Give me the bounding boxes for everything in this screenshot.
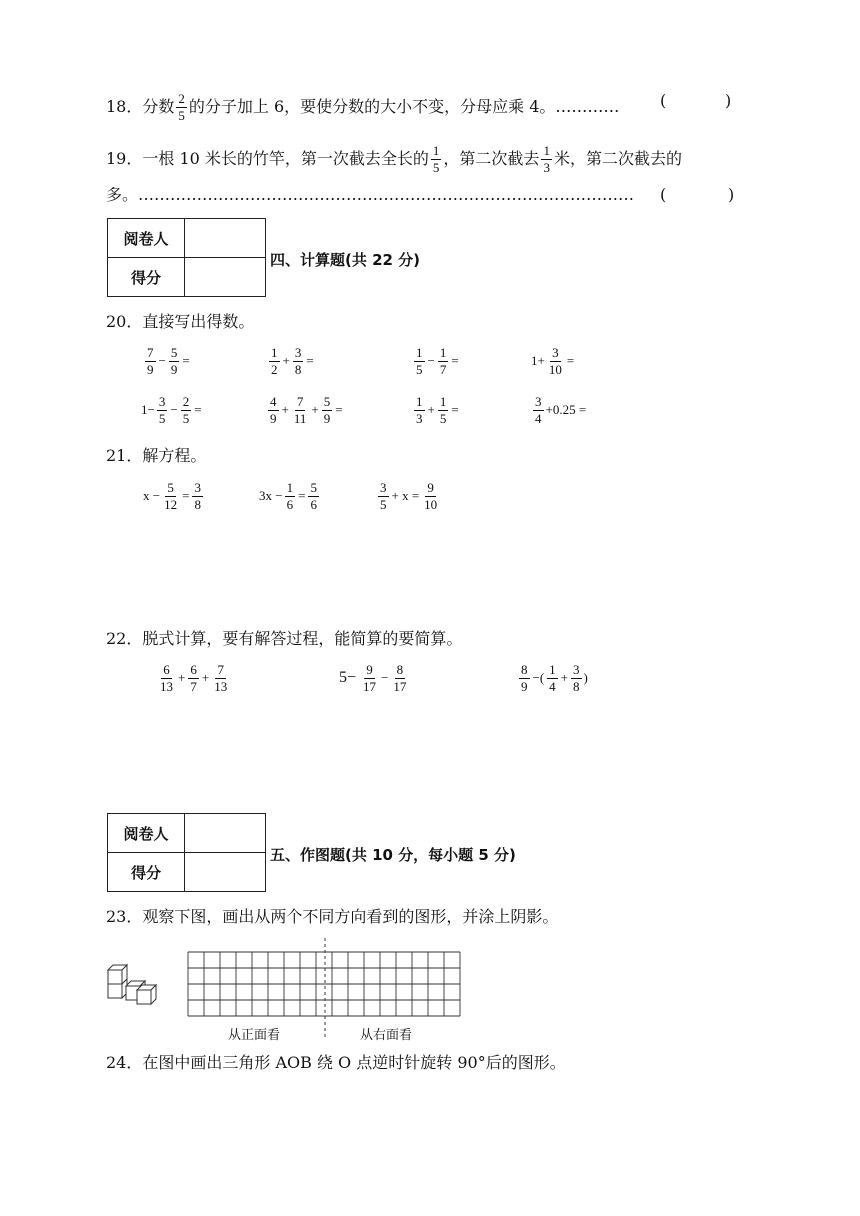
q20-expr-6: $\frac{4}{9}$ + $\frac{7}{11}$ + $\frac{5}{9}$ = — [270, 394, 343, 426]
q20-expr-7: $\frac{1}{3}$ + $\frac{1}{5}$ = — [416, 394, 459, 426]
q21-equation-3: $\frac{3}{5}$ + x = $\frac{9}{10}$ — [380, 480, 438, 512]
section4-score-box — [107, 218, 266, 297]
grid-label-front: 从正面看 — [228, 1028, 281, 1043]
q19-fraction-2: $\frac{1}{3}$ — [543, 143, 550, 175]
reviewer-field[interactable] — [185, 219, 266, 258]
score-field[interactable] — [185, 853, 266, 892]
q18-paren-open: ( — [660, 91, 667, 110]
q22-expr-1: $\frac{6}{13}$ + $\frac{6}{7}$ + $\frac{7}{13}$ — [160, 662, 228, 694]
q19-paren-close: ) — [728, 185, 735, 204]
score-label: 得分 — [108, 853, 185, 892]
question-19 — [106, 144, 682, 174]
q21-equation-1: x − $\frac{5}{12}$ = $\frac{3}{8}$ — [143, 480, 201, 512]
q18-text: 的分子加上 6，要使分数的大小不变，分母应乘 4。………… — [188, 97, 620, 117]
q20-expr-3: $\frac{1}{5}$ − $\frac{1}{7}$ = — [416, 345, 459, 377]
q18-pre: 分数 — [142, 97, 175, 117]
question-23-title: 23．观察下图，画出从两个不同方向看到的图形，并涂上阴影。 — [106, 907, 559, 926]
q18-fraction: $\frac{2}{5}$ — [178, 91, 185, 123]
question-24-title: 24．在图中画出三角形 AOB 绕 O 点逆时针旋转 90°后的图形。 — [106, 1053, 566, 1072]
question-22-title: 22．脱式计算，要有解答过程，能简算的要简算。 — [106, 629, 463, 648]
section5-score-box — [107, 813, 266, 892]
q19-mid: ，第二次截去 — [443, 149, 540, 169]
reviewer-field[interactable] — [185, 814, 266, 853]
q19-post: 米，第二次截去的 — [553, 149, 682, 169]
section4-title: 四、计算题(共 22 分) — [270, 251, 421, 269]
score-label: 得分 — [108, 258, 185, 297]
score-field[interactable] — [185, 258, 266, 297]
q19-line-2: 多。………………………………………………………………………………… — [106, 187, 635, 203]
q20-expr-8: $\frac{3}{4}$ +0.25 = — [535, 394, 587, 426]
reviewer-label: 阅卷人 — [108, 814, 185, 853]
q22-expr-2: 5− $\frac{9}{17}$ − $\frac{8}{17}$ — [339, 662, 407, 694]
q19-number: 19． — [106, 149, 143, 169]
q19-pre: 一根 10 米长的竹竿，第一次截去全长的 — [142, 149, 429, 169]
section5-title: 五、作图题(共 10 分，每小题 5 分) — [270, 846, 516, 864]
q18-paren-close: ) — [725, 91, 732, 110]
q22-expr-3: $\frac{8}{9}$ −( $\frac{1}{4}$ + $\frac{3}{8}$ ) — [521, 662, 588, 694]
q18-number: 18． — [106, 97, 143, 117]
q19-paren-open: ( — [660, 185, 667, 204]
q19-fraction-1: $\frac{1}{5}$ — [432, 143, 440, 175]
grid-label-right: 从右面看 — [360, 1028, 413, 1043]
q20-expr-2: $\frac{1}{2}$ + $\frac{3}{8}$ = — [271, 345, 314, 377]
q20-expr-1: $\frac{7}{9}$ − $\frac{5}{9}$ = — [147, 345, 190, 377]
reviewer-label: 阅卷人 — [108, 219, 185, 258]
q21-equation-2: 3x − $\frac{1}{6}$ = $\frac{5}{6}$ — [259, 480, 317, 512]
cube-stack-figure — [104, 960, 164, 1006]
question-18 — [106, 92, 619, 122]
q20-expr-4: 1+ $\frac{3}{10}$ = — [531, 345, 575, 377]
q20-expr-5: 1− $\frac{3}{5}$ − $\frac{2}{5}$ = — [141, 394, 202, 426]
question-21-title: 21．解方程。 — [106, 446, 207, 465]
question-20-title: 20．直接写出得数。 — [106, 312, 255, 331]
